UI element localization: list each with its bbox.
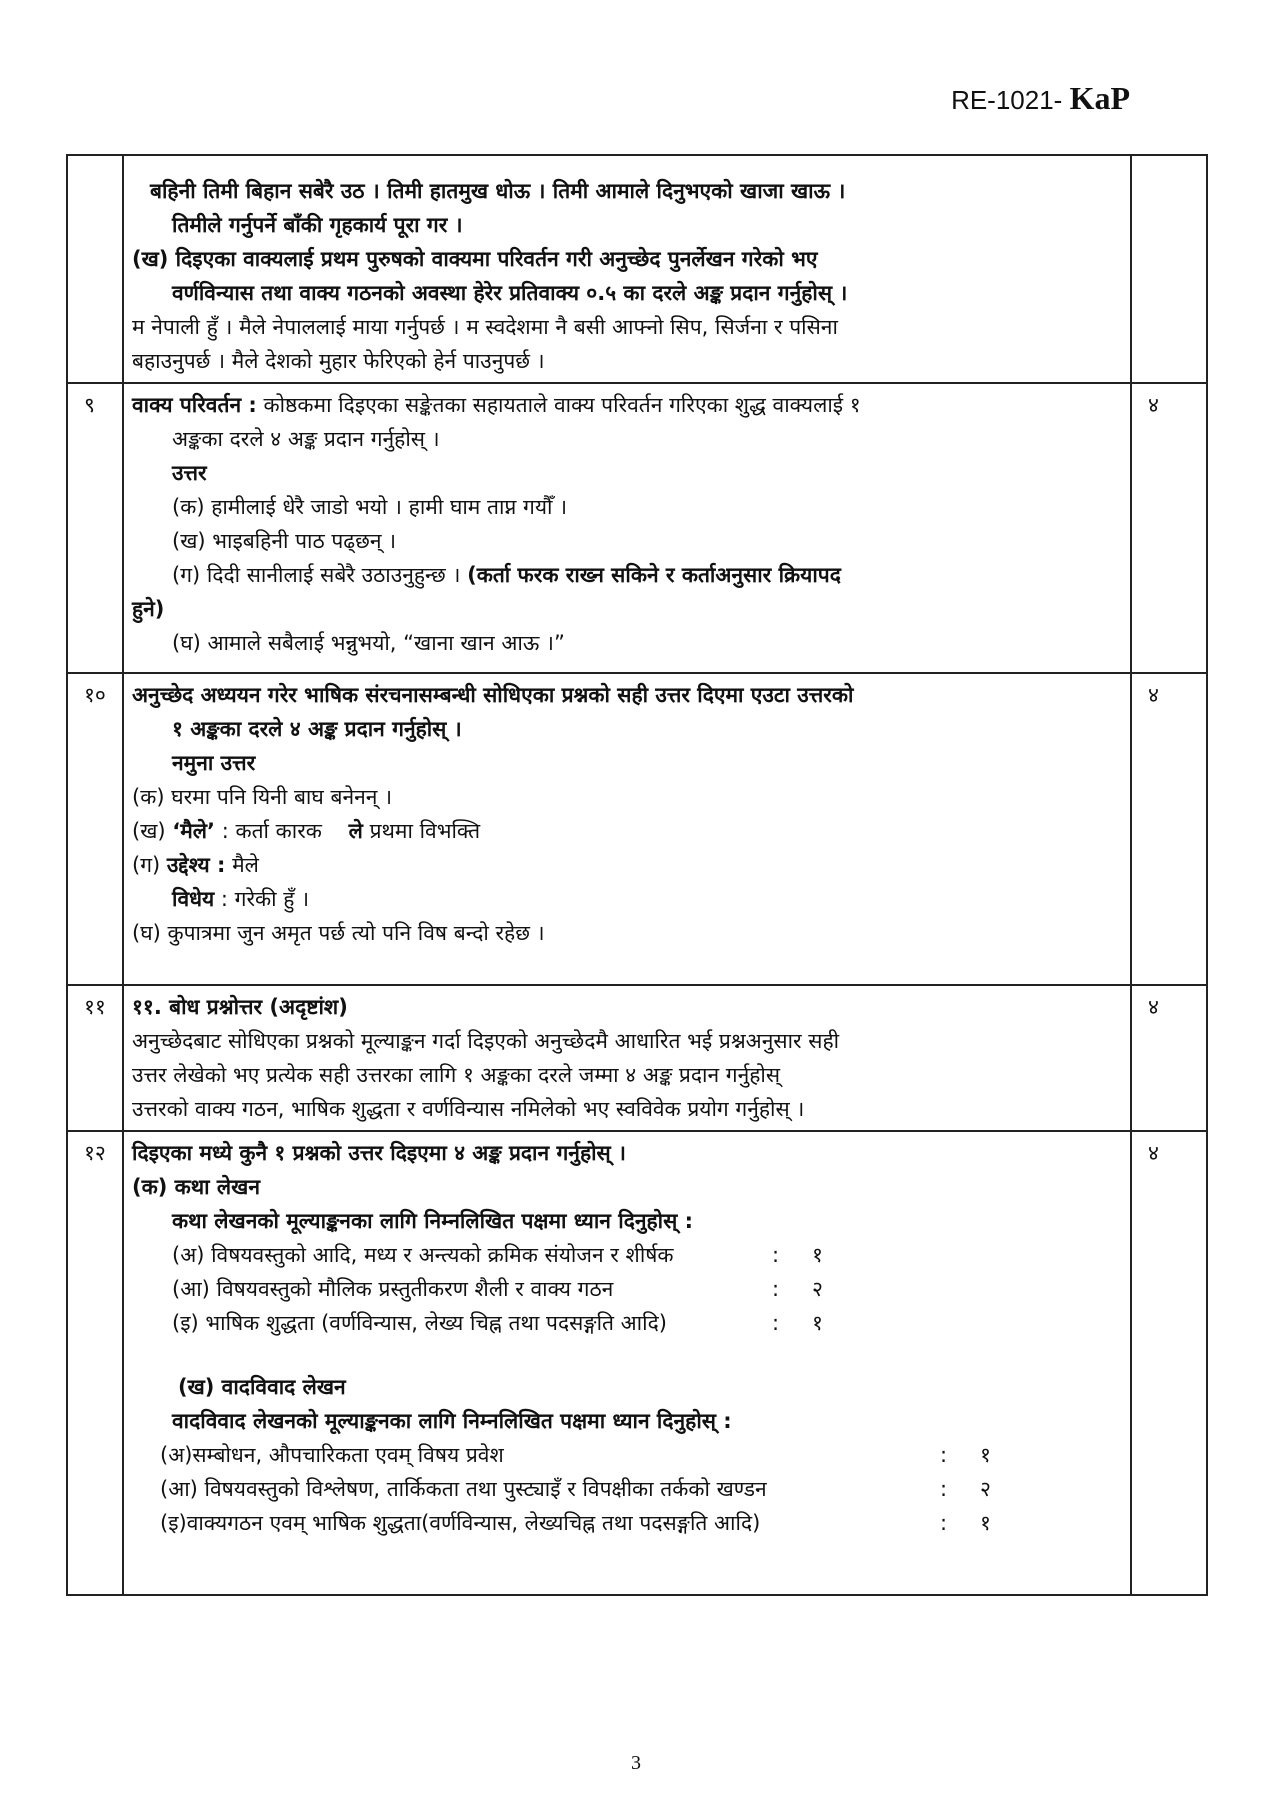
question-number: १२ — [67, 1131, 123, 1595]
criteria-label: (आ) विषयवस्तुको मौलिक प्रस्तुतीकरण शैली र वाक्य गठन — [172, 1277, 614, 1301]
instruction-text: कोष्ठकमा दिइएका सङ्केतका सहायताले वाक्य परिवर्तन गरिएका शुद्ध वाक्यलाई १ — [256, 393, 861, 417]
instruction: अनुच्छेद अध्ययन गरेर भाषिक संरचनासम्बन्धी सोधिएका प्रश्नको सही उत्तर दिएमा एउटा उत्तरको — [132, 683, 854, 707]
marks-cell — [1131, 155, 1207, 383]
passage: बहाउनुपर्छ । मैले देशको मुहार फेरिएको हेर्न पाउनुपर्छ । — [132, 349, 545, 373]
instruction: वर्णविन्यास तथा वाक्य गठनको अवस्था हेरेर प्रतिवाक्य ०.५ का दरले अङ्क प्रदान गर्नुहोस् । — [172, 281, 848, 305]
criteria-marks: १ — [980, 1511, 991, 1535]
marking-scheme-table — [66, 154, 1208, 1596]
instruction: दिइएका मध्ये कुनै १ प्रश्नको उत्तर दिइएमा ४ अङ्क प्रदान गर्नुहोस् । — [132, 1141, 626, 1165]
criteria-label: (इ) भाषिक शुद्धता (वर्णविन्यास, लेख्य चिह्न तथा पदसङ्गति आदि) — [172, 1311, 667, 1335]
criteria-item — [132, 1506, 1122, 1540]
answer-item: (घ) कुपात्रमा जुन अमृत पर्छ त्यो पनि विष बन्दो रहेछ । — [132, 921, 545, 945]
criteria-colon: : — [772, 1311, 780, 1335]
marks-value: ४ — [1131, 1131, 1207, 1595]
instruction-text: अनुच्छेदबाट सोधिएका प्रश्नको मूल्याङ्कन गर्दा दिइएको अनुच्छेदमै आधारित भई प्रश्नअनुसार सही — [132, 1029, 840, 1053]
marks-value: ४ — [1131, 985, 1207, 1131]
criteria-item — [132, 1306, 1122, 1340]
marks-value: ४ — [1131, 383, 1207, 673]
criteria-marks: २ — [812, 1277, 823, 1301]
answer-text: (ग) दिदी सानीलाई सबेरै उठाउनुहुन्छ । — [172, 563, 468, 587]
criteria-marks: १ — [980, 1443, 991, 1467]
criteria-colon: : — [940, 1477, 948, 1501]
document-code-prefix: RE-1021- — [951, 85, 1070, 115]
answer-bold: ‘मैले’ — [172, 819, 216, 843]
table-row — [67, 383, 1207, 673]
instruction: (ख) दिइएका वाक्यलाई प्रथम पुरुषको वाक्यमा परिवर्तन गरी अनुच्छेद पुनर्लेखन गरेको भए — [132, 247, 818, 271]
criteria-label: (अ)सम्बोधन, औपचारिकता एवम् विषय प्रवेश — [160, 1443, 504, 1467]
question-content — [123, 155, 1131, 383]
option-title: (क) कथा लेखन — [132, 1175, 261, 1199]
question-number — [67, 155, 123, 383]
criteria-item — [132, 1238, 1122, 1272]
answer-item — [132, 882, 1122, 916]
answer-text: (ख) — [132, 819, 173, 843]
answer-item — [132, 558, 1122, 592]
answer-item — [132, 814, 1122, 848]
answer-item: (क) हामीलाई धेरै जाडो भयो । हामी घाम ताप्न गयौँ । — [172, 495, 568, 519]
answer-text: : कर्ता कारक — [215, 819, 349, 843]
question-content — [123, 383, 1131, 673]
model-sentence: तिमीले गर्नुपर्ने बाँकी गृहकार्य पूरा गर । — [172, 213, 463, 237]
question-number: ११ — [67, 985, 123, 1131]
marks-value: ४ — [1131, 673, 1207, 985]
criteria-colon: : — [940, 1511, 948, 1535]
answer-note: हुने) — [132, 597, 165, 621]
answer-note: (कर्ता फरक राख्न सकिने र कर्ताअनुसार क्रियापद — [467, 563, 841, 587]
option-title: (ख) वादविवाद लेखन — [178, 1375, 346, 1399]
answer-item: (क) घरमा पनि यिनी बाघ बनेनन् । — [132, 785, 393, 809]
question-number: १० — [67, 673, 123, 985]
criteria-colon: : — [772, 1277, 780, 1301]
criteria-label: (इ)वाक्यगठन एवम् भाषिक शुद्धता(वर्णविन्यास, लेख्यचिह्न तथा पदसङ्गति आदि) — [160, 1511, 761, 1535]
option-instruction: कथा लेखनको मूल्याङ्कनका लागि निम्नलिखित पक्षमा ध्यान दिनुहोस् : — [172, 1209, 694, 1233]
answer-item: (घ) आमाले सबैलाई भन्नुभयो, “खाना खान आऊ ।” — [172, 631, 565, 655]
table-row — [67, 985, 1207, 1131]
model-sentence: बहिनी तिमी बिहान सबेरै उठ । तिमी हातमुख धोऊ । तिमी आमाले दिनुभएको खाजा खाऊ । — [150, 179, 846, 203]
answer-bold: विधेय — [172, 887, 215, 911]
instruction-text: उत्तरको वाक्य गठन, भाषिक शुद्धता र वर्णविन्यास नमिलेको भए स्वविवेक प्रयोग गर्नुहोस् । — [132, 1097, 805, 1121]
question-content — [123, 985, 1131, 1131]
answer-bold: उद्देश्य : — [166, 853, 226, 877]
instruction: १ अङ्कका दरले ४ अङ्क प्रदान गर्नुहोस् । — [172, 717, 462, 741]
answer-label: उत्तर — [172, 461, 207, 485]
table-row — [67, 1131, 1207, 1595]
answer-item — [132, 848, 1122, 882]
criteria-item — [132, 1438, 1122, 1472]
answer-text: मैले — [225, 853, 259, 877]
table-row — [67, 673, 1207, 985]
question-number: ९ — [67, 383, 123, 673]
instruction-text: अङ्कका दरले ४ अङ्क प्रदान गर्नुहोस् । — [172, 427, 440, 451]
criteria-marks: २ — [980, 1477, 991, 1501]
section-heading: ११. बोध प्रश्नोत्तर (अदृष्टांश) — [132, 995, 348, 1019]
answer-item: (ख) भाइबहिनी पाठ पढ्छन् । — [172, 529, 397, 553]
criteria-marks: १ — [812, 1311, 823, 1335]
answer-text: (ग) — [132, 853, 167, 877]
question-content — [123, 673, 1131, 985]
passage: म नेपाली हुँ । मैले नेपाललाई माया गर्नुपर्छ । म स्वदेशमा नै बसी आफ्नो सिप, सिर्जना र पसिना — [132, 315, 838, 339]
document-code — [951, 80, 1130, 117]
section-heading: वाक्य परिवर्तन : — [132, 393, 257, 417]
instruction — [132, 388, 1122, 422]
instruction-text: उत्तर लेखेको भए प्रत्येक सही उत्तरका लागि १ अङ्कका दरले जम्मा ४ अङ्क प्रदान गर्नुहोस् — [132, 1063, 781, 1087]
table-row — [67, 155, 1207, 383]
document-code-suffix: KaP — [1069, 80, 1130, 116]
criteria-colon: : — [772, 1243, 780, 1267]
criteria-item — [132, 1272, 1122, 1306]
answer-text: : गरेकी हुँ । — [214, 887, 310, 911]
criteria-marks: १ — [812, 1243, 823, 1267]
criteria-label: (आ) विषयवस्तुको विश्लेषण, तार्किकता तथा पुस्ट्याइँ र विपक्षीका तर्कको खण्डन — [160, 1477, 767, 1501]
option-instruction: वादविवाद लेखनको मूल्याङ्कनका लागि निम्नलिखित पक्षमा ध्यान दिनुहोस् : — [172, 1409, 732, 1433]
page-number: 3 — [631, 1752, 641, 1774]
question-content — [123, 1131, 1131, 1595]
answer-text: प्रथमा विभक्ति — [362, 819, 481, 843]
criteria-colon: : — [940, 1443, 948, 1467]
sample-answer-label: नमुना उत्तर — [172, 751, 256, 775]
answer-bold: ले — [348, 819, 363, 843]
criteria-label: (अ) विषयवस्तुको आदि, मध्य र अन्त्यको क्रमिक संयोजन र शीर्षक — [172, 1243, 674, 1267]
criteria-item — [132, 1472, 1122, 1506]
